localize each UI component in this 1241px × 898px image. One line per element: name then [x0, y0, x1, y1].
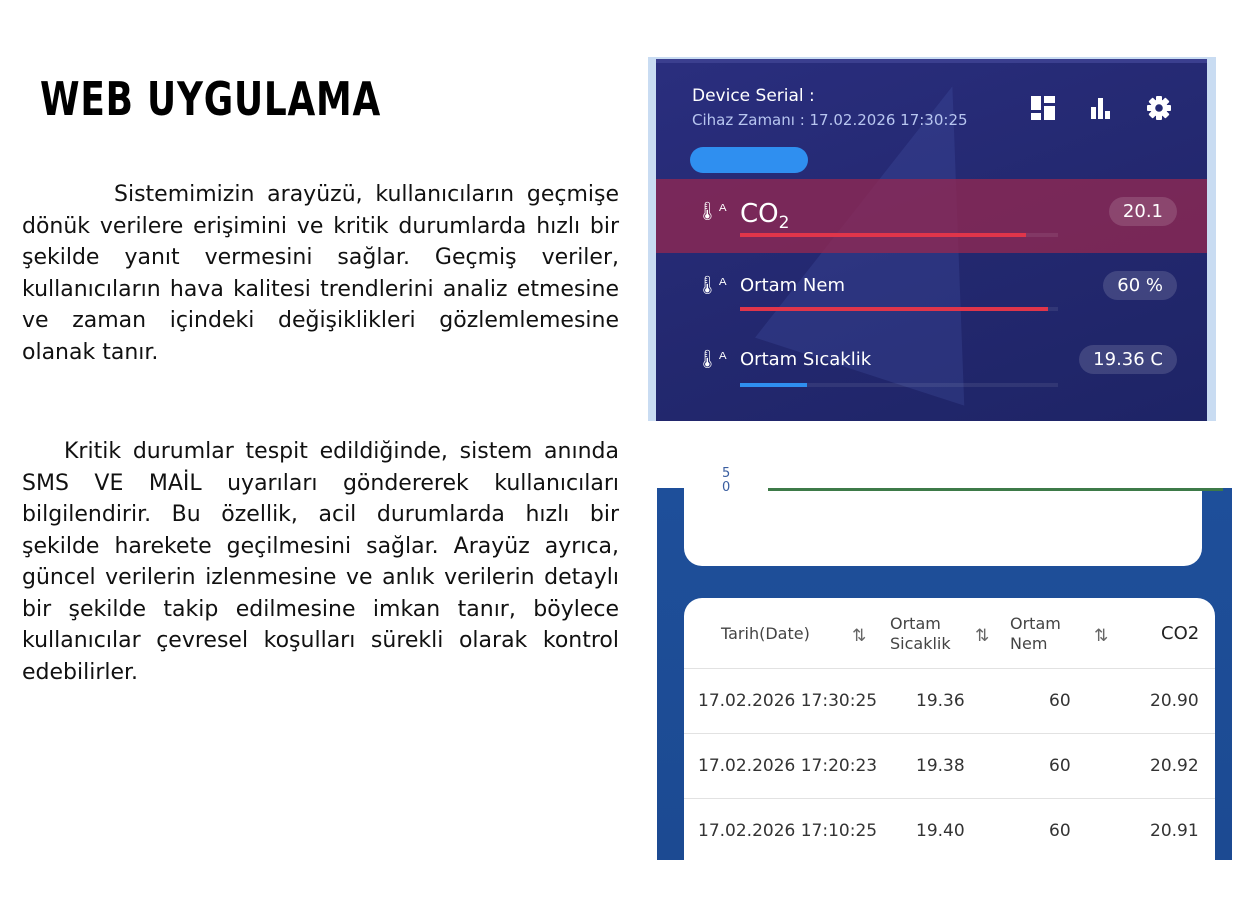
- thermometer-icon: 🌡︎ᴬ: [696, 201, 727, 222]
- sort-icon[interactable]: ⇅: [852, 626, 867, 646]
- sensor-bar-temperature: [740, 383, 1058, 387]
- chart-series-line: [768, 488, 1223, 491]
- cell-temperature: 19.36: [916, 691, 965, 711]
- sensor-bar-humidity: [740, 307, 1058, 311]
- settings-icon[interactable]: [1146, 95, 1172, 121]
- table-row[interactable]: [684, 668, 1215, 733]
- bar-chart-icon[interactable]: [1088, 95, 1114, 121]
- cell-humidity: 60: [1049, 756, 1071, 776]
- dashboard-app: [656, 59, 1207, 421]
- dashboard-icon[interactable]: [1030, 95, 1056, 121]
- table-row[interactable]: [684, 798, 1215, 863]
- sensor-bar-fill: [740, 233, 1026, 237]
- sensor-row-humidity[interactable]: [656, 253, 1207, 327]
- table-row[interactable]: [684, 733, 1215, 798]
- cell-co2: 20.91: [1150, 821, 1199, 841]
- status-pill[interactable]: [690, 147, 808, 173]
- cell-date: 17.02.2026 17:20:23: [698, 756, 878, 776]
- thermometer-icon: 🌡︎ᴬ: [696, 349, 727, 370]
- intro-paragraph: Sistemimizin arayüzü, kullanıcıların geçmişe dönük verilere erişimini ve kritik durumlarda hızlı bir şekilde yanıt vermesini sağlar. Geçmiş veriler, kullanıcıların hava kalitesi trendlerini analiz etmesine ve zaman içindeki değişiklikleri gözlemlemesine olanak tanır.: [22, 182, 619, 365]
- table-screenshot: [657, 466, 1232, 860]
- sensor-value-humidity: 60 %: [1103, 271, 1177, 300]
- sensor-label-temperature: Ortam Sıcaklik: [740, 349, 872, 370]
- cell-date: 17.02.2026 17:30:25: [698, 691, 878, 711]
- sensor-label-co2: $CO_2$: [740, 199, 790, 234]
- column-header-humidity[interactable]: Ortam Nem: [1010, 614, 1061, 653]
- cell-temperature: 19.40: [916, 821, 965, 841]
- top-border: [656, 59, 1207, 63]
- chart-y-tick: 0: [722, 480, 731, 495]
- sensor-value-temperature: 19.36 C: [1079, 345, 1177, 374]
- chart-card: [684, 468, 1202, 566]
- cell-humidity: 60: [1049, 821, 1071, 841]
- sensor-value-co2: 20.1: [1109, 197, 1177, 226]
- column-header-temperature[interactable]: Ortam Sicaklik: [890, 614, 951, 653]
- sensor-bar-fill: [740, 383, 807, 387]
- sensor-bar-co2: [740, 233, 1058, 237]
- sort-icon[interactable]: ⇅: [975, 626, 990, 646]
- cell-co2: 20.90: [1150, 691, 1199, 711]
- dashboard-screenshot: [648, 57, 1216, 421]
- sensor-label-humidity: Ortam Nem: [740, 275, 845, 296]
- cell-temperature: 19.38: [916, 756, 965, 776]
- cell-date: 17.02.2026 17:10:25: [698, 821, 878, 841]
- cell-humidity: 60: [1049, 691, 1071, 711]
- alerts-paragraph: Kritik durumlar tespit edildiğinde, sistem anında SMS VE MAİL uyarıları göndererek kullanıcıları bilgilendirir. Bu özellik, acil durumlarda hızlı bir şekilde harekete geçilmesini sağlar. Arayüz ayrıca, güncel verilerin izlenmesine ve anlık verilerin detaylı bir şekilde takip edilmesine imkan tanır, böylece kullanıcılar çevresel koşulları sürekli olarak kontrol edebilirler.: [22, 439, 619, 685]
- chart-y-tick: 5: [722, 466, 731, 481]
- data-table: [684, 598, 1215, 898]
- page-title: WEB UYGULAMA: [40, 72, 382, 126]
- column-header-date[interactable]: Tarih(Date): [721, 624, 810, 643]
- sensor-bar-fill: [740, 307, 1048, 311]
- sort-icon[interactable]: ⇅: [1094, 626, 1109, 646]
- column-header-co2[interactable]: CO2: [1161, 623, 1200, 644]
- cell-co2: 20.92: [1150, 756, 1199, 776]
- thermometer-icon: 🌡︎ᴬ: [696, 275, 727, 296]
- sensor-row-temperature[interactable]: [656, 327, 1207, 401]
- device-time: Cihaz Zamanı : 17.02.2026 17:30:25: [692, 111, 968, 129]
- sensor-row-co2[interactable]: [656, 179, 1207, 253]
- device-serial-label: Device Serial :: [692, 86, 815, 106]
